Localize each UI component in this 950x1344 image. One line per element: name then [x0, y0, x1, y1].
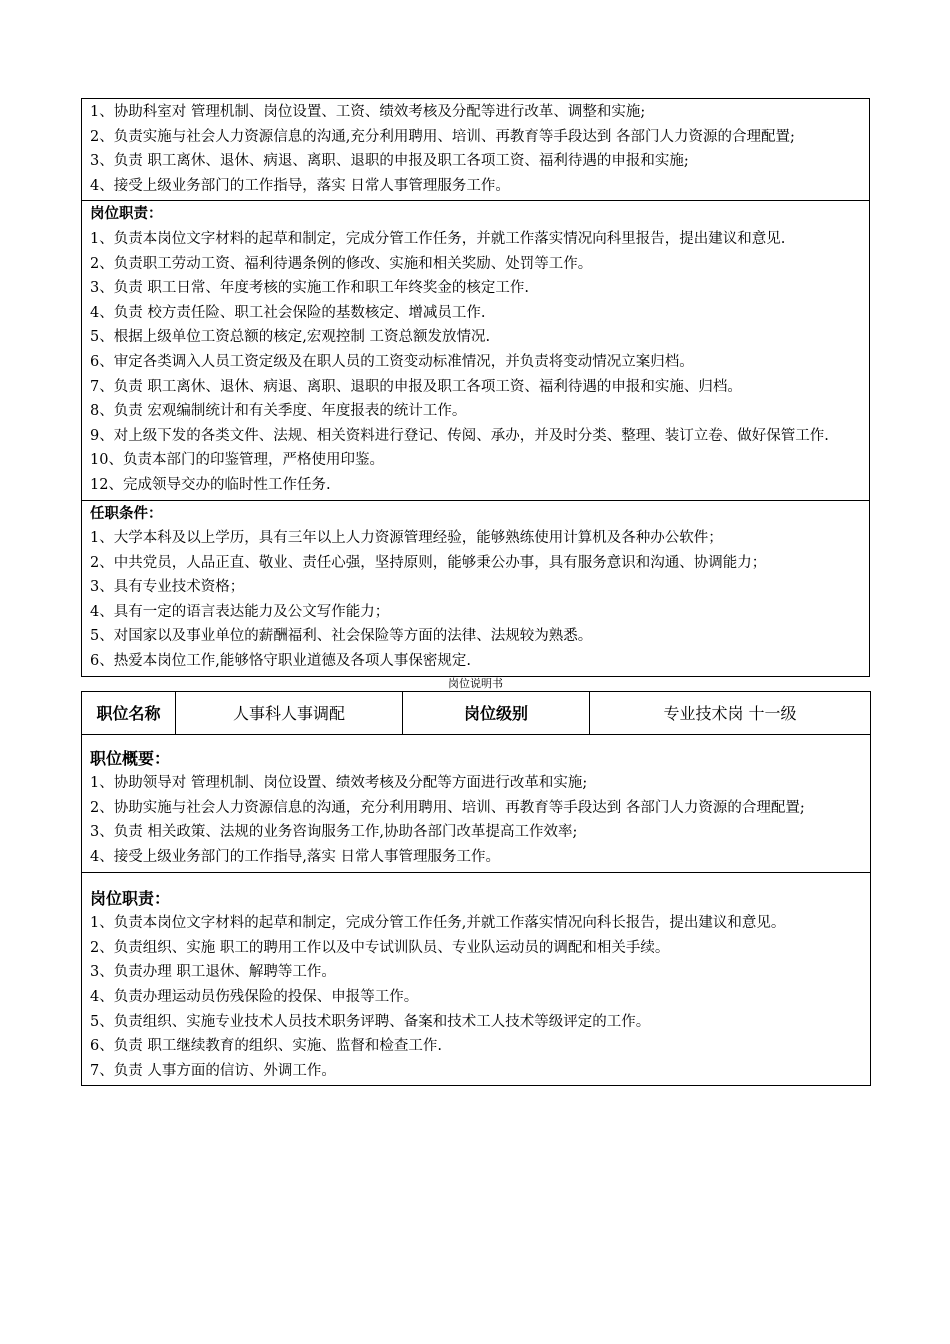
job-description-table-1	[81, 98, 870, 677]
duties-section-1	[82, 201, 870, 500]
list-item: 7、负责 人事方面的信访、外调工作。	[90, 1062, 336, 1079]
position-name-label: 职位名称	[82, 691, 176, 734]
list-item: 2、中共党员，人品正直、敬业、责任心强，坚持原则，能够秉公办事，具有服务意识和沟通、协调能力；	[90, 554, 767, 571]
duties-heading-2: 岗位职责：	[90, 888, 171, 908]
job-description-table-2	[81, 691, 871, 1087]
list-item: 2、协助实施与社会人力资源信息的沟通，充分利用聘用、培训、再教育等手段达到 各部门人力资源的合理配置;	[90, 799, 805, 816]
list-item: 1、负责本岗位文字材料的起草和制定，完成分管工作任务,并就工作落实情况向科长报告，提出建议和意见。	[90, 915, 786, 932]
list-item: 8、负责 宏观编制统计和有关季度、年度报表的统计工作。	[90, 403, 467, 420]
list-item: 1、协助科室对 管理机制、岗位设置、工资、绩效考核及分配等进行改革、调整和实施;	[90, 104, 646, 120]
list-item: 2、负责职工劳动工资、福利待遇条例的修改、实施和相关奖励、处罚等工作。	[90, 255, 593, 272]
position-info-row	[82, 691, 871, 734]
list-item: 5、根据上级单位工资总额的核定,宏观控制 工资总额发放情况.	[90, 329, 491, 346]
document-page	[81, 98, 870, 1086]
list-item: 4、具有一定的语言表达能力及公文写作能力；	[90, 603, 390, 620]
list-item: 3、负责办理 职工退休、解聘等工作。	[90, 964, 336, 981]
list-item: 5、对国家以及事业单位的薪酬福利、社会保险等方面的法律、法规较为熟悉。	[90, 628, 593, 645]
duties-heading-1: 岗位职责：	[90, 206, 163, 223]
overview-cell-1	[82, 99, 870, 201]
list-item: 9、对上级下发的各类文件、法规、相关资料进行登记、传阅、承办，并及时分类、整理、装订立卷、做好保管工作.	[90, 427, 829, 444]
position-level-value: 专业技术岗 十一级	[590, 691, 871, 734]
duties-list-2	[90, 911, 862, 1083]
overview-list-1	[90, 100, 861, 198]
position-name-value: 人事科人事调配	[176, 691, 403, 734]
list-item: 3、具有专业技术资格；	[90, 579, 245, 596]
overview-cell-2	[82, 734, 871, 872]
list-item: 6、负责 职工继续教育的组织、实施、监督和检查工作.	[90, 1038, 442, 1055]
list-item: 3、负责 职工离休、退休、病退、离职、退职的申报及职工各项工资、福利待遇的申报和实施;	[90, 153, 689, 170]
list-item: 3、负责 相关政策、法规的业务咨询服务工作,协助各部门改革提高工作效率;	[90, 824, 578, 841]
list-item: 4、接受上级业务部门的工作指导,落实 日常人事管理服务工作。	[90, 849, 500, 866]
page-caption: 岗位说明书	[448, 676, 503, 690]
duties-list-1	[90, 227, 861, 498]
overview-list-2	[90, 771, 862, 869]
list-item: 1、负责本岗位文字材料的起草和制定，完成分管工作任务，并就工作落实情况向科里报告，提出建议和意见.	[90, 230, 786, 247]
list-item: 10、负责本部门的印鉴管理，严格使用印鉴。	[90, 452, 384, 469]
list-item: 3、负责 职工日常、年度考核的实施工作和职工年终奖金的核定工作.	[90, 280, 529, 297]
list-item: 2、负责组织、实施 职工的聘用工作以及中专试训队员、专业队运动员的调配和相关手续。	[90, 939, 670, 956]
duties-cell-2	[82, 872, 871, 1086]
list-item: 2、负责实施与社会人力资源信息的沟通,充分利用聘用、培训、再教育等手段达到 各部门人力资源的合理配置;	[90, 128, 795, 145]
list-item: 1、大学本科及以上学历，具有三年以上人力资源管理经验，能够熟练使用计算机及各种办公软件；	[90, 530, 723, 547]
list-item: 6、热爱本岗位工作,能够恪守职业道德及各项人事保密规定.	[90, 653, 471, 670]
requirements-cell-1	[82, 500, 870, 676]
list-item: 4、负责 校方责任险、职工社会保险的基数核定、增减员工作.	[90, 304, 486, 321]
list-item: 4、负责办理运动员伤残保险的投保、申报等工作。	[90, 989, 419, 1005]
requirements-section-1	[82, 500, 870, 676]
duties-cell-1	[82, 201, 870, 500]
overview-section-1	[82, 99, 870, 201]
position-level-label: 岗位级别	[403, 691, 590, 734]
list-item: 1、协助领导对 管理机制、岗位设置、绩效考核及分配等方面进行改革和实施;	[90, 775, 588, 792]
requirements-heading-1: 任职条件：	[90, 505, 163, 522]
overview-section-2	[82, 734, 871, 872]
requirements-list-1	[90, 526, 861, 674]
list-item: 5、负责组织、实施专业技术人员技术职务评聘、备案和技术工人技术等级评定的工作。	[90, 1013, 651, 1030]
overview-heading-2: 职位概要：	[90, 748, 171, 768]
list-item: 6、审定各类调入人员工资定级及在职人员的工资变动标准情况，并负责将变动情况立案归档。	[90, 353, 694, 370]
duties-section-2	[82, 872, 871, 1086]
list-item: 4、接受上级业务部门的工作指导，落实 日常人事管理服务工作。	[90, 177, 510, 194]
list-item: 12、完成领导交办的临时性工作任务.	[90, 476, 331, 493]
list-item: 7、负责 职工离休、退休、病退、离职、退职的申报及职工各项工资、福利待遇的申报和实施、归档。	[90, 378, 742, 395]
